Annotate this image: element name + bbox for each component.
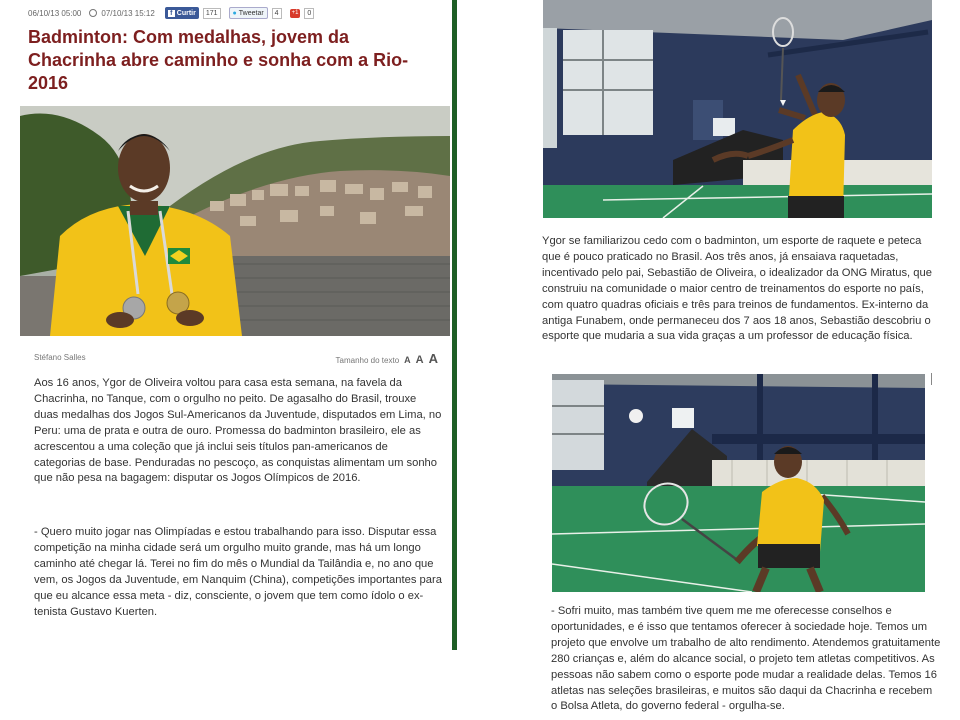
athlete-gym-serving-photo (543, 0, 932, 218)
article-meta-row (28, 6, 314, 20)
article-paragraph: Ygor se familiarizou cedo com o badminton, um esporte de raquete e peteca que é pouco praticado no Brasil. Aos três anos, já ensaiava raquetadas, incentivado pelo pai, Sebastião de Oliveira, o idealizador da ONG Miratus, que construiu na comunidade o maior centro de treinamentos do esporte no país, com quatro quadras oficiais e três para treinos de fundamentos. Ex-interno da antiga Funabem, onde permaneceu dos 7 aos 18 anos, Sebastião descobriu o esporte que mudaria a sua vida graças a um professor de educação física. (542, 235, 932, 343)
text-size-medium-button[interactable]: A (415, 354, 424, 366)
article-left-column (0, 0, 452, 650)
facebook-count: 171 (203, 8, 221, 19)
photo-credit: Stéfano Salles (34, 353, 86, 362)
text-cursor (931, 373, 932, 385)
twitter-bird-icon: ● (232, 9, 237, 17)
text-size-control (336, 351, 438, 366)
article-paragraph: - Quero muito jogar nas Olimpíadas e estou trabalhando para isso. Disputar essa competição na minha cidade será um orgulho muito grande, mas há um longo caminho até chegar lá. Terei no fim do mês o Mundial da Tailândia e, no ano que vem, os Jogos da Juventude, em Nanquim (China), competições importantes para que eu alcance essa meta - diz, consciente, o jovem que tem como ídolo o ex-tenista Gustavo Kuerten. (34, 526, 442, 618)
article-right-column (457, 0, 960, 720)
tweet-button[interactable] (229, 7, 268, 19)
article-paragraph: - Sofri muito, mas também tive quem me me oferecesse conselhos e oportunidades, e é isso que tentamos oferecer à sociedade hoje. Temos um projeto que envolve um trabalho de alto rendimento. Atendemos gratuitamente 280 crianças e, além do alcance social, o projeto tem atletas competitivos. As pessoas não sabem como o esporte pode mudar a realidade delas. Temos 16 atletas nas seleções brasileiras, e muitos são daqui da Chacrinha e recebem o Bolsa Atleta, do governo federal - orgulha-se. (551, 605, 941, 713)
twitter-count: 4 (272, 8, 282, 19)
article-headline: Badminton: Com medalhas, jovem da Chacrinha abre caminho e sonha com a Rio-2016 (28, 27, 409, 93)
athlete-court-action-photo (552, 374, 925, 592)
facebook-icon: f (168, 10, 175, 17)
article-paragraph: Aos 16 anos, Ygor de Oliveira voltou para casa esta semana, na favela da Chacrinha, no Tanque, com o orgulho no peito. De agasalho do Brasil, trouxe duas medalhas dos Jogos Sul-Americanos da Juventude, disputados em Lima, no Peru: uma de prata e outra de ouro. Promessa do badminton brasileiro, ele as acrescentou a uma coleção que já inclui seis títulos pan-americanos de categorias de base. Penduradas no pescoço, as conquistas alimentam um sonho que não pesa na bagagem: disputar os Jogos Olímpicos de 2016. (34, 377, 442, 485)
clock-icon (89, 9, 97, 17)
text-size-small-button[interactable]: A (404, 355, 411, 365)
tweet-label: Tweetar (238, 9, 264, 17)
text-size-label: Tamanho do texto (335, 356, 400, 365)
text-size-large-button[interactable]: A (428, 351, 438, 366)
athlete-medals-photo (20, 106, 450, 336)
facebook-like-label: Curtir (176, 9, 196, 17)
published-date: 06/10/13 05:00 (28, 8, 82, 18)
photo-credit-row (34, 351, 438, 365)
google-plus-count: 0 (304, 8, 314, 19)
updated-date: 07/10/13 15:12 (101, 8, 155, 18)
facebook-like-button[interactable] (165, 7, 199, 19)
google-plus-button[interactable]: +1 (291, 9, 299, 16)
